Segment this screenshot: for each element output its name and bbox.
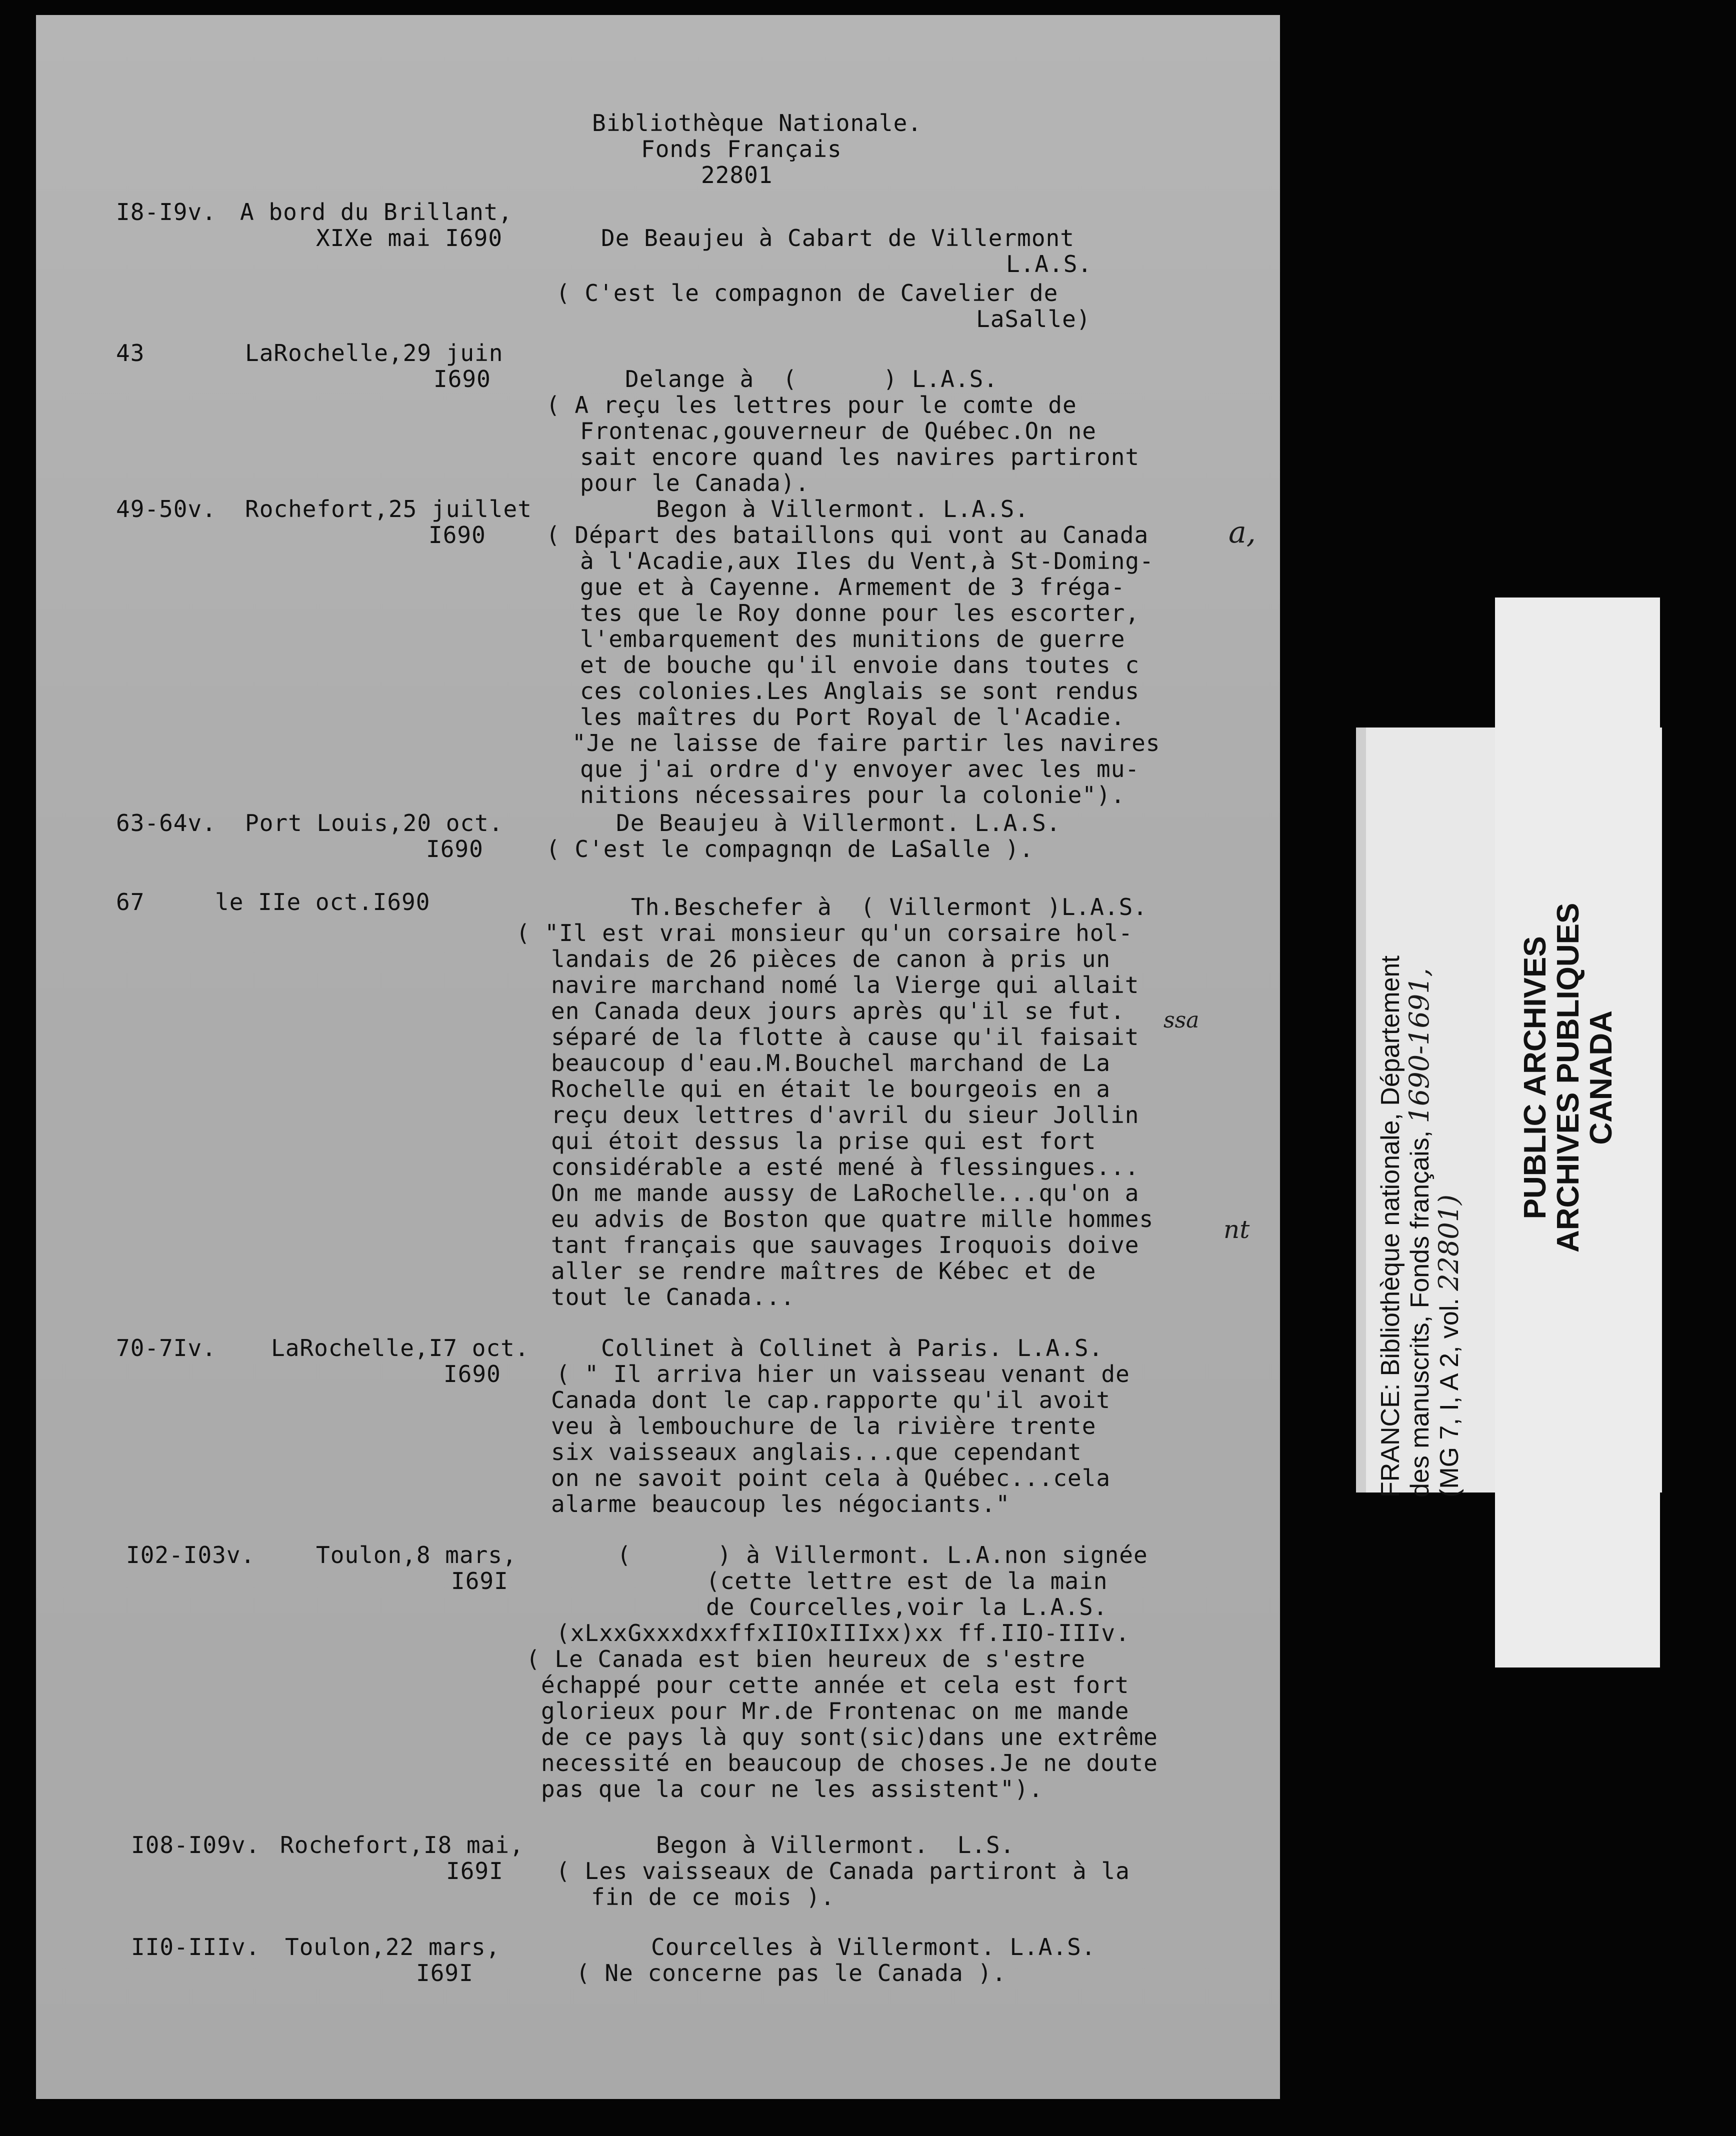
archive-citation (1376, 956, 1464, 1498)
entry-description: Collinet à Collinet à Paris. L.A.S. (601, 1334, 1104, 1362)
entry-note: ces colonies.Les Anglais se sont rendus (580, 678, 1140, 704)
entry-place: LaRochelle,I7 oct. (271, 1334, 530, 1362)
entry-note: On me mande aussy de LaRochelle...qu'on a (551, 1180, 1140, 1206)
entry-note: (cette lettre est de la main (706, 1568, 1108, 1594)
entry-note: Rochelle qui en était le bourgeois en a (551, 1076, 1111, 1102)
entry-note: séparé de la flotte à cause qu'il faisait (551, 1024, 1140, 1050)
citation-line: FRANCE: Bibliothèque nationale, Département (1376, 956, 1405, 1498)
entry-note: navire marchand nomé la Vierge qui allait (551, 972, 1140, 998)
entry-note: reçu deux lettres d'avril du sieur Jollin (551, 1102, 1140, 1128)
entry-place: le IIe oct.I690 (215, 888, 430, 916)
entry-note: Frontenac,gouverneur de Québec.On ne (580, 418, 1096, 444)
entry-note: veu à lembouchure de la rivière trente (551, 1412, 1096, 1440)
entry-note-struck: (xLxxGxxxdxxffxIIOxIIIxx)xx ff.IIO-IIIv. (556, 1620, 1130, 1646)
entry-description: De Beaujeu à Cabart de Villermont (601, 224, 1074, 252)
entry-date: I690 (426, 836, 484, 862)
entry-folio: 67 (116, 888, 145, 916)
archive-stamp-tab (1495, 598, 1660, 1668)
entry-note: glorieux pour Mr.de Frontenac on me mande (541, 1698, 1130, 1724)
entry-folio: I8-I9v. (116, 198, 216, 226)
entry-note: pas que la cour ne les assistent"). (541, 1776, 1044, 1802)
entry-note: eu advis de Boston que quatre mille hommes (551, 1206, 1154, 1232)
entry-date: I69I (416, 1960, 474, 1986)
entry-note: tout le Canada... (551, 1284, 795, 1310)
entry-note: ( Ne concerne pas le Canada ). (576, 1960, 1006, 1986)
header-library: Bibliothèque Nationale. (592, 110, 922, 136)
header-volume: 22801 (701, 162, 773, 188)
entry-place: Port Louis,20 oct. (245, 810, 504, 836)
entry-description: ( ) à Villermont. L.A.non signée (617, 1542, 1148, 1568)
entry-note: considérable a esté mené à flessingues... (551, 1154, 1140, 1180)
entry-note: Canada dont le cap.rapporte qu'il avoit (551, 1386, 1111, 1414)
entry-note: ( " Il arriva hier un vaisseau venant de (556, 1360, 1130, 1388)
entry-doctype: L.A.S. (1006, 250, 1092, 278)
entry-note: sait encore quand les navires partiront (580, 444, 1140, 470)
entry-folio: I08-I09v. (131, 1832, 260, 1858)
entry-note: nitions nécessaires pour la colonie"). (580, 782, 1126, 808)
entry-note: fin de ce mois ). (591, 1884, 835, 1910)
entry-place: Rochefort,I8 mai, (280, 1832, 524, 1858)
entry-description: Courcelles à Villermont. L.A.S. (651, 1934, 1096, 1960)
entry-note: ( C'est le compagnon de Cavelier de (556, 280, 1058, 306)
entry-note: aller se rendre maîtres de Kébec et de (551, 1258, 1096, 1284)
entry-note: de Courcelles,voir la L.A.S. (706, 1594, 1108, 1620)
entry-note: "Je ne laisse de faire partir les navires (572, 730, 1160, 756)
entry-date: I69I (451, 1568, 508, 1594)
entry-date: I690 (444, 1360, 501, 1388)
entry-folio: 70-7Iv. (116, 1334, 216, 1362)
stamp-line: CANADA (1584, 1010, 1618, 1145)
entry-place: Toulon,22 mars, (285, 1934, 500, 1960)
entry-note: pour le Canada). (580, 470, 810, 496)
entry-note: tes que le Roy donne pour les escorter, (580, 600, 1140, 626)
entry-note: en Canada deux jours après qu'il se fut. (551, 998, 1125, 1024)
entry-place: Toulon,8 mars, (316, 1542, 517, 1568)
entry-date: I69I (446, 1858, 504, 1884)
entry-note: ( "Il est vrai monsieur qu'un corsaire hol- (516, 920, 1133, 946)
entry-description: De Beaujeu à Villermont. L.A.S. (616, 810, 1061, 836)
handwritten-years: 1690-1691, (1404, 968, 1435, 1124)
entry-note: necessité en beaucoup de choses.Je ne doute (541, 1750, 1158, 1776)
entry-note: que j'ai ordre d'y envoyer avec les mu- (580, 756, 1140, 782)
document-page (36, 15, 1280, 2099)
header-fonds: Fonds Français (641, 136, 842, 162)
entry-note: à l'Acadie,aux Iles du Vent,à St-Doming- (580, 548, 1154, 574)
handwritten-correction: nt (1224, 1215, 1250, 1244)
entry-note: landais de 26 pièces de canon à pris un (551, 946, 1111, 972)
entry-note: ( Le Canada est bien heureux de s'estre (526, 1646, 1086, 1672)
entry-place: Rochefort,25 juillet (245, 496, 532, 522)
entry-note: et de bouche qu'il envoie dans toutes c (580, 652, 1140, 678)
entry-folio: 63-64v. (116, 810, 216, 836)
entry-folio: 43 (116, 340, 145, 366)
entry-place: A bord du Brillant, (240, 198, 513, 226)
entry-description: Begon à Villermont. L.A.S. (656, 496, 1030, 522)
citation-line: des manuscrits, Fonds français, 1690-1691, (1404, 968, 1435, 1498)
entry-note: tant français que sauvages Iroquois doive (551, 1232, 1140, 1258)
stamp-line: PUBLIC ARCHIVES (1518, 936, 1552, 1220)
entry-folio: I02-I03v. (126, 1542, 256, 1568)
entry-note: six vaisseaux anglais...que cependant (551, 1438, 1082, 1466)
entry-note: alarme beaucoup les négociants." (551, 1490, 1010, 1518)
entry-note: ( Départ des bataillons qui vont au Canada (546, 522, 1149, 548)
handwritten-margin-note: a, (1228, 515, 1256, 550)
stamp-line: ARCHIVES PUBLIQUES (1551, 902, 1586, 1252)
entry-note: échappé pour cette année et cela est fort (541, 1672, 1130, 1698)
entry-date: I690 (428, 522, 486, 548)
entry-description: Th.Beschefer à ( Villermont )L.A.S. (631, 894, 1148, 920)
entry-date: I690 (434, 366, 491, 392)
entry-note: LaSalle) (976, 306, 1091, 332)
entry-note: ( C'est le compagnqn de LaSalle ). (546, 836, 1034, 862)
entry-folio: 49-50v. (116, 496, 216, 522)
handwritten-correction: ssa (1164, 1008, 1200, 1033)
handwritten-volume: 22801) (1433, 1194, 1464, 1291)
entry-note: qui étoit dessus la prise qui est fort (551, 1128, 1096, 1154)
entry-date: XIXe mai I690 (316, 224, 503, 252)
entry-folio: II0-IIIv. (131, 1934, 260, 1960)
entry-note: ( Les vaisseaux de Canada partiront à la (556, 1858, 1130, 1884)
citation-line: (MG 7, I, A 2, vol. 22801) (1433, 1194, 1464, 1498)
archive-stamp (1519, 903, 1618, 1252)
entry-note: beaucoup d'eau.M.Bouchel marchand de La (551, 1050, 1111, 1076)
slip-shadow-edge (1356, 728, 1366, 1492)
entry-note: de ce pays là quy sont(sic)dans une extrême (541, 1724, 1158, 1750)
entry-note: on ne savoit point cela à Québec...cela (551, 1464, 1111, 1492)
entry-description: Begon à Villermont. L.S. (656, 1832, 1015, 1858)
entry-note: l'embarquement des munitions de guerre (580, 626, 1126, 652)
entry-description: Delange à ( ) L.A.S. (625, 366, 998, 392)
entry-place: LaRochelle,29 juin (245, 340, 504, 366)
entry-note: gue et à Cayenne. Armement de 3 fréga- (580, 574, 1126, 600)
entry-note: les maîtres du Port Royal de l'Acadie. (580, 704, 1126, 730)
entry-note: ( A reçu les lettres pour le comte de (546, 392, 1077, 418)
